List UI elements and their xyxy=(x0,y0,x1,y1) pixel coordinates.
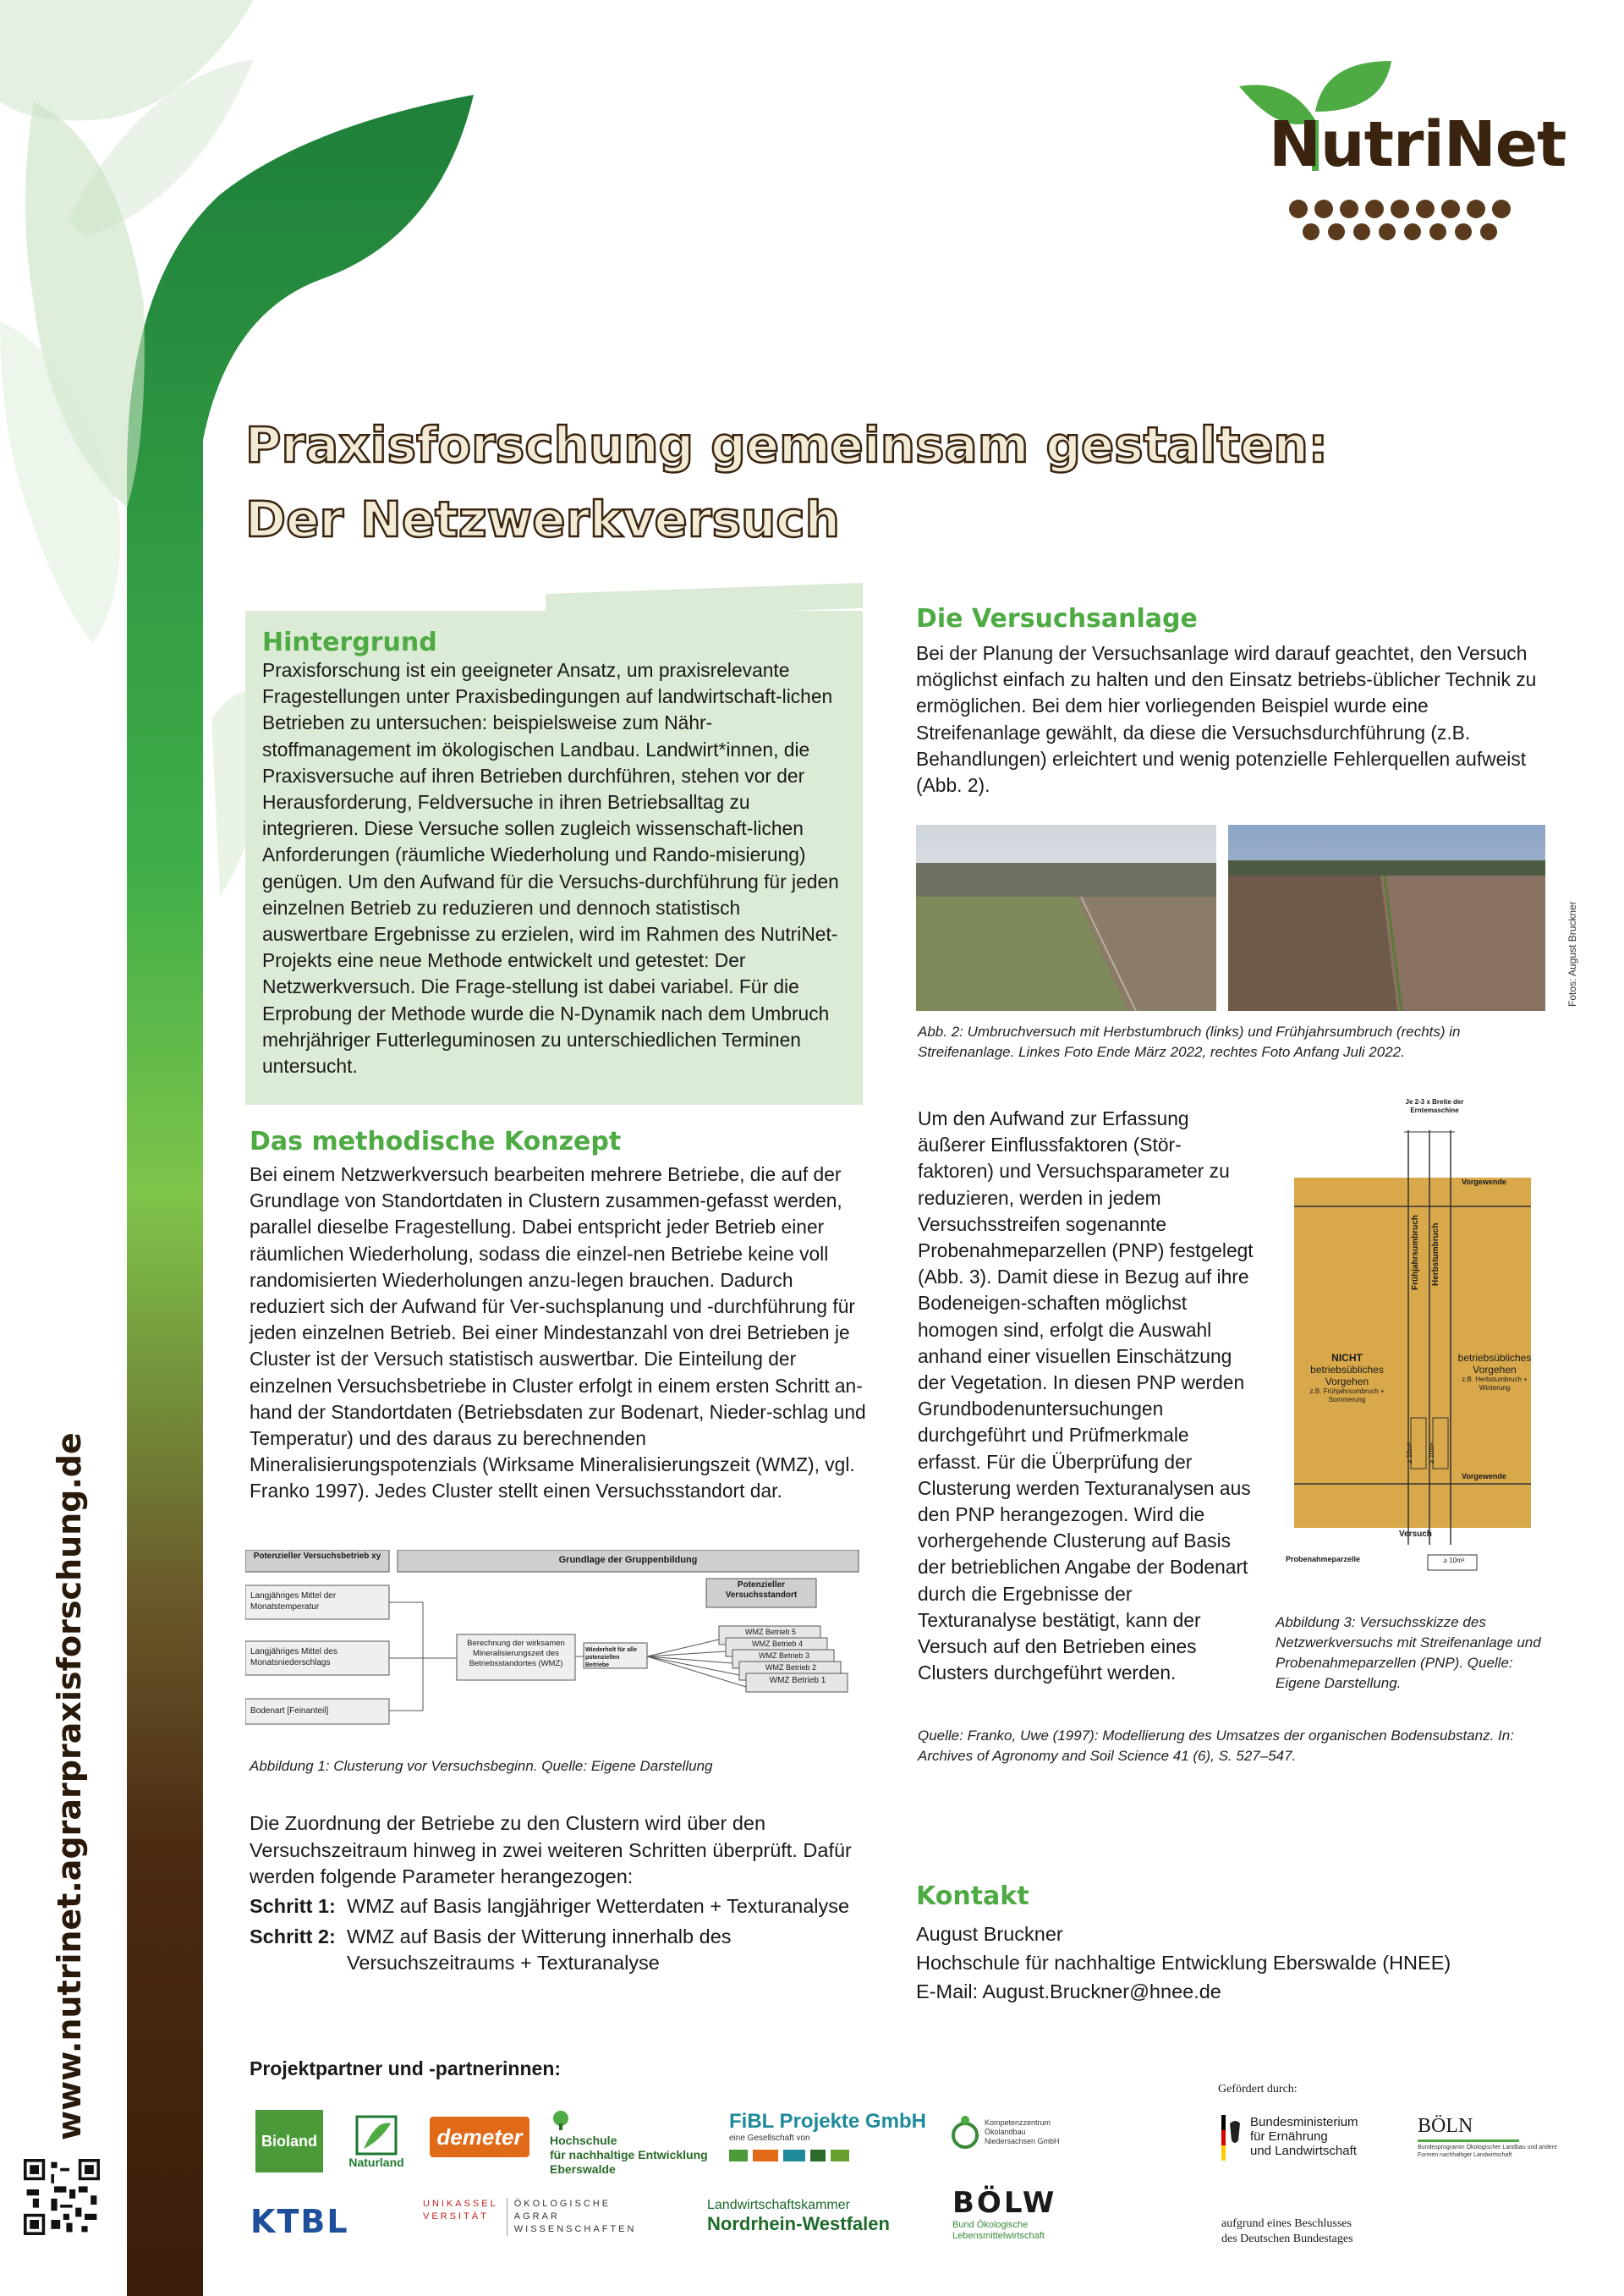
pnp-text: Um den Aufwand zur Erfassung äußerer Einflussfaktoren (Stör-faktoren) und Versuchsparameter zu reduzieren, werden in jedem Versuchsstreifen sogenannte Probenahmeparzellen (PNP) festgelegt (Abb. 3). Damit diese in Bezug auf ihre Bodeneigen-schaften möglichst homogen sind, erfolgt die Auswahl anhand einer visuellen Einschätzung der Vegetation. In diesen PNP werden Grundbodenuntersuchungen durchgeführt und Prüfmerkmale erfasst. Für die Überprüfung der Clusterung werden Texturanalysen aus den PNP herangezogen. Wird die vorhergehende Clusterung auf Basis der betrieblichen Angabe der Bodenart durch die Ergebnisse der Texturanalyse bestätigt, kann der Versuch auf den Betrieben eines Clusters durchgeführt werden. xyxy=(918,1107,1254,1684)
bmel-line-3: und Landwirtschaft xyxy=(1250,2144,1357,2158)
bolw-line-2: Lebensmittelwirtschaft xyxy=(952,2231,1045,2241)
boeln-sub: Bundesprogramm Ökologischer Landbau und andere Formen nachhaltiger Landwirtschaft xyxy=(1418,2145,1557,2158)
fibl-title: FiBL Projekte GmbH xyxy=(729,2110,926,2133)
boeln-title: BÖLN xyxy=(1418,2115,1473,2137)
cluster-steps xyxy=(250,1893,859,1977)
boeln-rule xyxy=(1418,2139,1519,2142)
beschluss-line-2: des Deutschen Bundestages xyxy=(1221,2233,1353,2245)
setup-section xyxy=(916,604,1546,799)
fig3-top-label: Je 2-3 x Breite der Erntemaschine xyxy=(1405,1098,1464,1114)
setup-text: Bei der Planung der Versuchsanlage wird darauf geachtet, den Versuch möglichst einfach zu halten und den Einsatz betriebs-üblicher Technik zu ermöglichen. Bei dem hier vorliegenden Beispiel wurde eine Streifenanlage gewählt, da diese die Versuchsdurchführung (z.B. Behandlungen) erleichtert und wenig potenzielle Fehlerquellen aufweist (Abb. 2). xyxy=(916,642,1537,797)
fig3-pnp-legend: ≥ 10m² xyxy=(1443,1557,1465,1564)
hnee-tree-icon xyxy=(550,2110,572,2130)
fig3-pnp-size-2: ≥ 10m² xyxy=(1428,1442,1435,1464)
photo-credit: Fotos: August Bruckner xyxy=(1566,901,1578,1007)
hnee-line-1: Hochschule xyxy=(550,2134,617,2147)
lwk-line-1: Landwirtschaftskammer xyxy=(707,2198,850,2212)
fig3-nicht-sub: betriebsübliches Vorgehen xyxy=(1310,1364,1384,1387)
partners-heading: Projektpartner und -partnerinnen: xyxy=(250,2057,562,2079)
contact-name: August Bruckner xyxy=(916,1923,1063,1945)
concept-text: Bei einem Netzwerkversuch bearbeiten mehrere Betriebe, die auf der Grundlage von Standortdaten in Clustern zusammen-gefasst werden, parallel dieselbe Fragestellung. Dabei entspricht jeder Betrieb einer räumlichen Wiederholung, sodass die einzel-nen Betriebe keine voll randomisierten Wiederholungen anzu-legen brauchen. Dadurch reduziert sich der Aufwand für Ver-suchsplanung und -durchführung für jeden einzelnen Betrieb. Bei einer Mindestanzahl von drei Betrieben je Cluster ist der Versuch statistisch auswertbar. Die Einteilung der einzelnen Versuchsbetriebe in Cluster erfolgt in einem ersten Schritt an-hand der Standortdaten (Betriebsdaten zur Bodenart, Nieder-schlag und Temperatur) und des daraus zu berechnenden Mineralisierungspotenzials (Wirksame Mineralisierungszeit (WMZ), vgl. Franko 1997). Jedes Cluster stellt einen Versuchsstandort dar. xyxy=(250,1163,866,1502)
step-2-label: Schritt 2: xyxy=(250,1925,336,1947)
step-2-text: WMZ auf Basis der Witterung innerhalb des Versuchszeitraums + Texturanalyse xyxy=(347,1925,732,1974)
photo-left-field xyxy=(916,825,1216,1011)
lwk-line-2: Nordrhein-Westfalen xyxy=(707,2213,890,2234)
contact-section xyxy=(916,1881,1546,2006)
fig3-pnp-size-1: ≥ 10m² xyxy=(1406,1442,1413,1464)
background-text: Praxisforschung ist ein geeigneter Ansatz, um praxisrelevante Fragestellungen unter Praxisbedingungen auf landwirtschaft-lichen Betrieben zu untersuchen: beispielsweise zum Nähr-stoffmanagement im ökologischen Landbau. Landwirt*innen, die Praxisversuche auf ihren Betrieben durchführen, stehen vor der Herausforderung, Feldversuche in ihren Betriebsalltag zu integrieren. Diese Versuche sollen zugleich wissenschaft-lichen Anforderungen (räumliche Wiederholung und Rando-misierung) genügen. Um den Aufwand für die Versuchs-durchführung für jeden einzelnen Betrieb zu reduzieren und dennoch statistisch auswertbare Ergebnisse zu erzielen, wird im Rahmen des NutriNet-Projekts eine neue Methode entwickelt und getestet: Der Netzwerkversuch. Die Frage-stellung ist dabei variabel. Für die Erprobung der Methode wurde die N-Dynamik nach dem Umbruch mehrjähriger Futterleguminosen zu unterschiedlichen Terminen untersucht. xyxy=(262,659,839,1078)
logo-wordmark: NutriNet xyxy=(1269,108,1566,181)
title-line-2: Der Netzwerkversuch xyxy=(245,491,840,548)
title-line-1: Praxisforschung gemeinsam gestalten: xyxy=(245,416,1328,474)
cluster-intro: Die Zuordnung der Betriebe zu den Clustern wird über den Versuchszeitraum hinweg in zwei weiteren Schritten überprüft. Dafür werden folgende Parameter herangezogen: xyxy=(250,1812,852,1887)
fig1-box-grundlage: Grundlage der Gruppenbildung xyxy=(558,1555,698,1565)
kompetenzzentrum-line-1: Kompetenzzentrum xyxy=(985,2117,1051,2127)
fibl-member-icon-3 xyxy=(783,2150,805,2161)
bioland-text: Bioland xyxy=(261,2132,317,2150)
fig1-wmz-5: WMZ Betrieb 5 xyxy=(744,1628,796,1636)
contact-heading: Kontakt xyxy=(916,1881,1029,1911)
bmel-line-1: Bundesministerium xyxy=(1250,2115,1358,2129)
unikassel-line-2: VERSITÄT xyxy=(423,2211,489,2222)
agrar-line-3: WISSENSCHAFTEN xyxy=(513,2224,637,2234)
hnee-line-3: Eberswalde xyxy=(550,2162,616,2176)
qr-code-icon[interactable] xyxy=(24,2159,100,2235)
step-1 xyxy=(250,1893,859,1920)
fig1-caption: Abbildung 1: Clusterung vor Versuchsbeginn. Quelle: Eigene Darstellung xyxy=(250,1758,713,1774)
background-section xyxy=(262,628,846,1079)
fig1-box-berechnung: Berechnung der wirksamen Mineralisierungszeit des Betriebsstandortes (WMZ) xyxy=(467,1639,565,1668)
fig3-probenahme-label: Probenahmeparzelle xyxy=(1286,1555,1361,1563)
beschluss-line-1: aufgrund eines Beschlusses xyxy=(1221,2217,1352,2230)
kompetenzzentrum-line-3: Niedersachsen GmbH xyxy=(985,2136,1060,2145)
naturland-leaf-icon xyxy=(355,2115,398,2156)
kompetenzzentrum-logo xyxy=(951,2115,1060,2149)
kompetenzzentrum-icon xyxy=(951,2115,979,2149)
demeter-text: demeter xyxy=(436,2123,523,2150)
fig3-fruehjahr-label: Frühjahrsumbruch xyxy=(1411,1215,1420,1290)
fig1-wmz-2: WMZ Betrieb 2 xyxy=(765,1663,816,1672)
fig1-wmz-4: WMZ Betrieb 4 xyxy=(751,1640,803,1648)
bioland-logo xyxy=(255,2110,323,2172)
fibl-member-icon-2 xyxy=(753,2150,778,2161)
unikassel-line-1: UNIKASSEL xyxy=(423,2199,498,2209)
fig1-box-boden: Bodenart [Feinanteil] xyxy=(250,1706,329,1716)
fibl-sub: eine Gesellschaft von xyxy=(729,2134,810,2143)
demeter-logo xyxy=(430,2117,529,2157)
fig3-vorgewende-bottom: Vorgewende xyxy=(1462,1472,1506,1480)
source-reference: Quelle: Franko, Uwe (1997): Modellierung des Umsatzes der organischen Bodensubstanz. In: Archives of Agronomy and Soil Science 41 (6), S. 527–547. xyxy=(918,1727,1514,1764)
fig3-nicht-title: NICHT xyxy=(1331,1352,1363,1364)
fig1-wmz-3: WMZ Betrieb 3 xyxy=(758,1651,809,1660)
fig1-box-standort: Potenzieller Versuchsstandort xyxy=(725,1580,798,1600)
step-2 xyxy=(250,1924,859,1977)
step-1-text: WMZ auf Basis langjähriger Wetterdaten + Texturanalyse xyxy=(347,1895,850,1917)
hnee-logo xyxy=(550,2110,710,2177)
contact-email[interactable]: E-Mail: August.Bruckner@hnee.de xyxy=(916,1980,1221,2002)
fig3-ueblich-title: betriebsübliches Vorgehen xyxy=(1457,1352,1532,1376)
fig3-versuch-label: Versuch xyxy=(1399,1530,1432,1539)
fig1-wmz-1: WMZ Betrieb 1 xyxy=(769,1676,826,1685)
fig1-box-temp: Langjähriges Mittel der Monatstemperatur xyxy=(250,1591,337,1612)
unikassel-logo xyxy=(423,2198,636,2236)
background-heading: Hintergrund xyxy=(262,628,437,657)
figure-3-trial-sketch xyxy=(1269,1096,1539,1580)
bmel-logo xyxy=(1221,2115,1358,2162)
lwk-nrw-logo xyxy=(707,2198,890,2235)
fibl-logo xyxy=(729,2110,932,2161)
agrar-line-1: ÖKOLOGISCHE xyxy=(513,2199,612,2209)
boeln-logo xyxy=(1418,2115,1561,2159)
poster-title xyxy=(245,408,1514,557)
fig3-ueblich-detail: z.B. Herbstumbruch + Winterung xyxy=(1462,1376,1528,1392)
fig3-nicht-detail: z.B. Frühjahrsumbruch + Sommerung xyxy=(1309,1387,1385,1403)
concept-heading: Das methodische Konzept xyxy=(250,1127,622,1156)
contact-org: Hochschule für nachhaltige Entwicklung Eberswalde (HNEE) xyxy=(916,1952,1451,1974)
step-1-label: Schritt 1: xyxy=(250,1895,336,1917)
fig3-caption: Abbildung 3: Versuchsskizze des Netzwerkversuchs mit Streifenanlage und Probenahmeparzellen (PNP). Quelle: Eigene Darstellung. xyxy=(1276,1614,1541,1691)
fig3-nicht-group xyxy=(1294,1352,1400,1404)
agrar-line-2: AGRAR xyxy=(513,2211,560,2222)
funding-beschluss xyxy=(1221,2216,1353,2247)
fibl-member-logos xyxy=(729,2150,932,2161)
fig1-box-betrieb: Potenzieller Versuchsbetrieb xy xyxy=(253,1552,381,1561)
ktbl-logo: KTBL xyxy=(250,2203,349,2240)
bolw-logo xyxy=(952,2186,1056,2242)
sidebar-url[interactable]: www.nutrinet.agrarpraxisforschung.de xyxy=(51,1432,88,2140)
fig3-herbst-label: Herbstumbruch xyxy=(1431,1222,1440,1286)
fig1-box-wiederholt: Wiederholt für alle potenziellen Betriebe xyxy=(585,1647,638,1668)
fig1-box-niederschlag: Langjähriges Mittel des Monatsniederschlags xyxy=(250,1647,337,1667)
fibl-member-icon-1 xyxy=(729,2150,748,2161)
setup-heading: Die Versuchsanlage xyxy=(916,604,1198,634)
naturland-text: Naturland xyxy=(348,2156,404,2169)
photo-right-field xyxy=(1228,825,1545,1011)
concept-section xyxy=(250,1127,867,1505)
fibl-member-icon-5 xyxy=(831,2150,849,2161)
fig3-vorgewende-top: Vorgewende xyxy=(1462,1178,1506,1186)
fibl-member-icon-4 xyxy=(810,2150,826,2161)
fig3-ueblich-group xyxy=(1448,1352,1541,1392)
hnee-line-2: für nachhaltige Entwicklung xyxy=(550,2148,708,2161)
funding-label: Gefördert durch: xyxy=(1218,2083,1298,2096)
naturland-logo xyxy=(347,2110,406,2174)
bolw-title: BÖLW xyxy=(952,2186,1057,2220)
bmel-line-2: für Ernährung xyxy=(1250,2129,1328,2144)
fig2-caption: Abb. 2: Umbruchversuch mit Herbstumbruch (links) und Frühjahrsumbruch (rechts) in Streifenanlage. Linkes Foto Ende März 2022, rechtes Foto Anfang Juli 2022. xyxy=(918,1024,1461,1060)
federal-flag-eagle-icon xyxy=(1221,2115,1242,2162)
bolw-line-1: Bund Ökologische xyxy=(952,2220,1029,2230)
kompetenzzentrum-line-2: Ökolandbau xyxy=(985,2127,1026,2136)
